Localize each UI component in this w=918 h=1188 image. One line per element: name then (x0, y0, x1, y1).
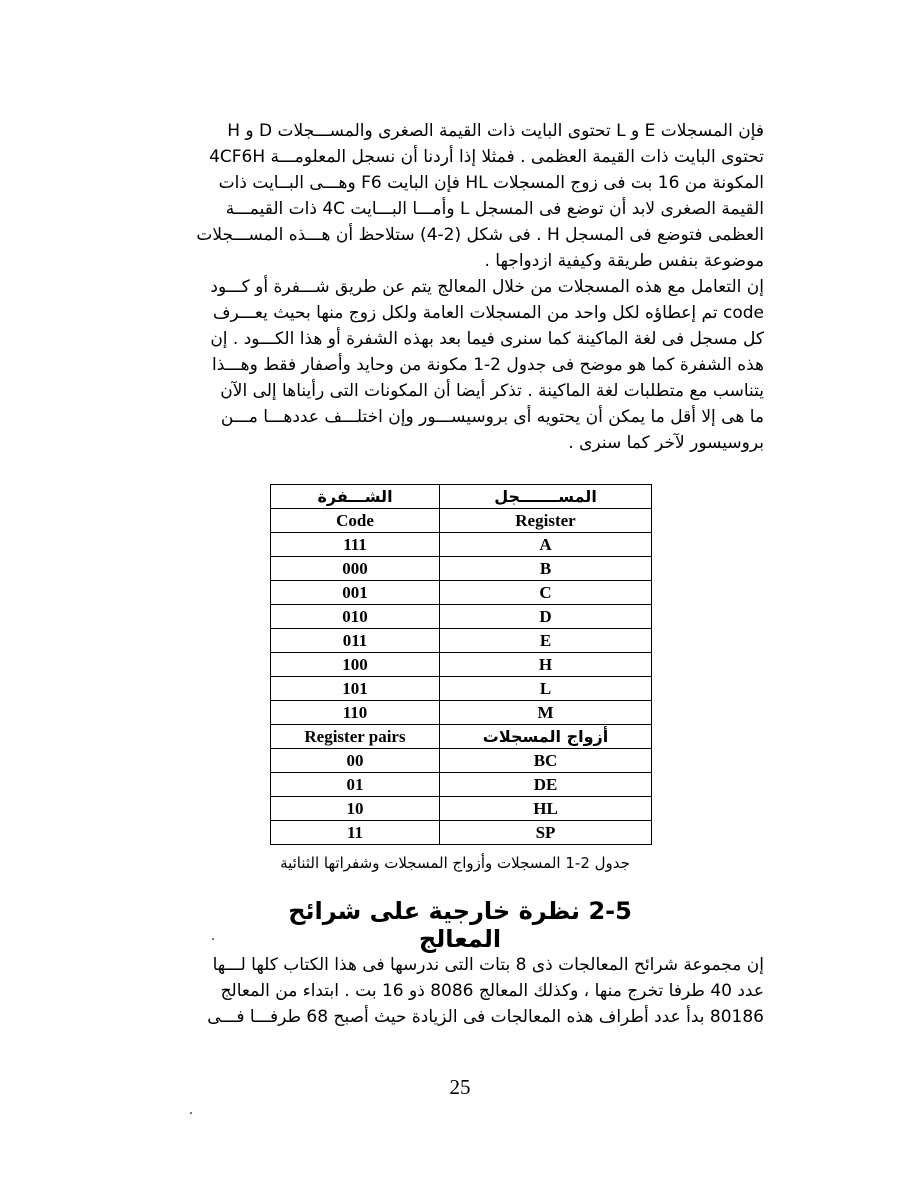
register-header: Register (440, 509, 652, 533)
scan-speck (212, 938, 214, 940)
table-header-english (271, 509, 652, 533)
register-name: C (440, 581, 652, 605)
table-subheader-pairs (271, 725, 652, 749)
text-line: عدد 40 طرفا تخرج منها ، وكذلك المعالج 8086 ذو 16 بت . ابتداء من المعالج (220, 981, 764, 1001)
register-code: 001 (271, 581, 440, 605)
text-line: code تم إعطاؤه لكل واحد من المسجلات العامة ولكل زوج منها بحيث يعـــرف (212, 303, 764, 323)
code-header-ar: الشـــفرة (271, 485, 440, 509)
register-name: A (440, 533, 652, 557)
text-line: هذه الشفرة كما هو موضح فى جدول 2-1 مكونة من وحايد وأصفار فقط وهـــذا (212, 355, 764, 375)
table-row (271, 773, 652, 797)
text-line: موضوعة بنفس طريقة وكيفية ازدواجها . (484, 251, 764, 271)
text-line: ما هى إلا أقل ما يمكن أن يحتويه أى بروسيســـور وإن اختلـــف عددهـــا مـــن (220, 407, 764, 427)
pair-name: SP (440, 821, 652, 845)
table-row (271, 629, 652, 653)
text-line: 80186 بدأ عدد أطراف هذه المعالجات فى الزيادة حيث أصبح 68 طرفـــا فـــى (207, 1007, 764, 1027)
paragraph-register-codes (160, 274, 764, 456)
register-code: 100 (271, 653, 440, 677)
table-row (271, 557, 652, 581)
pair-name: BC (440, 749, 652, 773)
code-header: Code (271, 509, 440, 533)
table-row (271, 533, 652, 557)
register-pairs-header-ar: أزواج المسجلات (440, 725, 652, 749)
table-row (271, 821, 652, 845)
table-row (271, 605, 652, 629)
paragraph-chip-pins (160, 952, 764, 1030)
register-name: M (440, 701, 652, 725)
section-heading: 2-5 نظرة خارجية على شرائح المعالج (288, 897, 632, 953)
table-row (271, 653, 652, 677)
register-code: 011 (271, 629, 440, 653)
register-header-ar: المســـــــجل (440, 485, 652, 509)
table-row (271, 581, 652, 605)
register-code: 111 (271, 533, 440, 557)
register-name: E (440, 629, 652, 653)
pair-code: 00 (271, 749, 440, 773)
text-line: يتناسب مع متطلبات لغة الماكينة . تذكر أيضا أن المكونات التى رأيناها إلى الآن (220, 381, 764, 401)
paragraph-registers-bytes (160, 118, 764, 274)
text-line: تحتوى البايت ذات القيمة العظمى . فمثلا إذا أردنا أن نسجل المعلومـــة 4CF6H (209, 147, 764, 167)
register-code: 000 (271, 557, 440, 581)
table-row (271, 797, 652, 821)
register-name: L (440, 677, 652, 701)
pair-code: 10 (271, 797, 440, 821)
page-number: 25 (449, 1075, 471, 1099)
pair-name: DE (440, 773, 652, 797)
table-row (271, 677, 652, 701)
register-code: 010 (271, 605, 440, 629)
pair-code: 11 (271, 821, 440, 845)
register-name: D (440, 605, 652, 629)
table-row (271, 749, 652, 773)
scan-speck (190, 1112, 192, 1114)
pair-name: HL (440, 797, 652, 821)
table-row (271, 701, 652, 725)
text-line: العظمى فتوضع فى المسجل H . فى شكل (2-4) ستلاحظ أن هـــذه المســـجلات (196, 225, 764, 245)
text-line: بروسيسور لآخر كما سنرى . (568, 433, 764, 453)
text-line: القيمة الصغرى لابد أن توضع فى المسجل L وأمـــا البـــايت 4C ذات القيمـــة (225, 199, 764, 219)
register-code-table (270, 484, 652, 845)
text-line: كل مسجل فى لغة الماكينة كما سنرى فيما بعد بهذه الشفرة أو هذا الكـــود . إن (210, 329, 764, 349)
text-line: فإن المسجلات E و L تحتوى البايت ذات القيمة الصغرى والمســـجلات D و H (227, 121, 764, 141)
register-code: 110 (271, 701, 440, 725)
register-pairs-header: Register pairs (271, 725, 440, 749)
register-name: H (440, 653, 652, 677)
table-header-arabic (271, 485, 652, 509)
text-line: إن مجموعة شرائح المعالجات ذى 8 بتات التى ندرسها فى هذا الكتاب كلها لـــها (212, 955, 764, 975)
register-code: 101 (271, 677, 440, 701)
text-line: إن التعامل مع هذه المسجلات من خلال المعالج يتم عن طريق شـــفرة أو كـــود (210, 277, 764, 297)
text-line: المكونة من 16 بت فى زوج المسجلات HL فإن البايت F6 وهـــى البــايت ذات (218, 173, 764, 193)
pair-code: 01 (271, 773, 440, 797)
table-caption: جدول 2-1 المسجلات وأزواج المسجلات وشفراتها الثنائية (280, 854, 630, 872)
register-name: B (440, 557, 652, 581)
